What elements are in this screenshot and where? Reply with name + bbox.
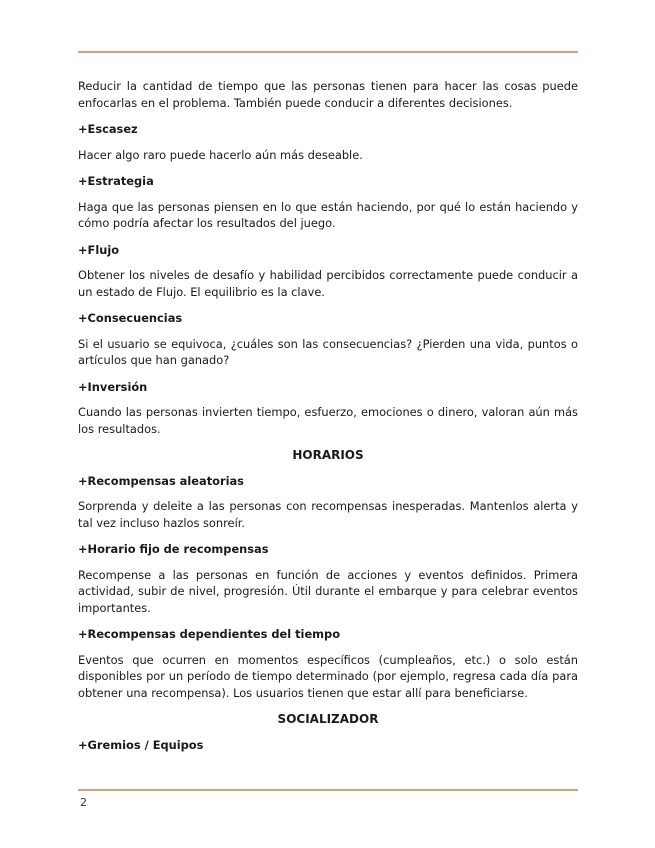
heading-escasez: +Escasez bbox=[78, 122, 138, 136]
paragraph: Sorprenda y deleite a las personas con recompensas inesperadas. Mantenlos alerta y tal vez incluso hazlos sonreír. bbox=[78, 499, 578, 530]
heading-inversion: +Inversión bbox=[78, 379, 148, 394]
paragraph: Cuando las personas invierten tiempo, esfuerzo, emociones o dinero, valoran aún más los resultados. bbox=[78, 405, 578, 436]
heading-estrategia: +Estrategia bbox=[78, 174, 154, 188]
paragraph: Reducir la cantidad de tiempo que las personas tienen para hacer las cosas puede enfocarlas en el problema. También puede conducir a diferentes decisiones. bbox=[78, 79, 578, 110]
footer-rule bbox=[78, 789, 578, 791]
section-title-socializador: SOCIALIZADOR bbox=[277, 712, 379, 726]
heading-recompensas-aleatorias: +Recompensas aleatorias bbox=[78, 473, 244, 488]
heading-consecuencias: +Consecuencias bbox=[78, 311, 183, 325]
paragraph: Eventos que ocurren en momentos específicos (cumpleaños, etc.) o solo están disponibles por un período de tiempo determinado (por ejemplo, regresa cada día para obtener una recompensa). Los usuarios tienen que estar allí para beneficiarse. bbox=[78, 652, 578, 700]
paragraph: Hacer algo raro puede hacerlo aún más deseable. bbox=[78, 147, 363, 162]
paragraph: Recompense a las personas en función de acciones y eventos definidos. Primera actividad, subir de nivel, progresión. Útil durante el embarque y para celebrar eventos importantes. bbox=[78, 567, 578, 615]
document-body bbox=[78, 78, 578, 762]
paragraph: Obtener los niveles de desafío y habilidad percibidos correctamente puede conducir a un estado de Flujo. El equilibrio es la clave. bbox=[78, 268, 578, 299]
heading-flujo: +Flujo bbox=[78, 242, 120, 257]
paragraph: Si el usuario se equivoca, ¿cuáles son las consecuencias? ¿Pierden una vida, puntos o artículos que han ganado? bbox=[78, 336, 578, 367]
header-rule bbox=[78, 51, 578, 53]
heading-horario-fijo: +Horario fijo de recompensas bbox=[78, 542, 269, 556]
heading-recompensas-tiempo: +Recompensas dependientes del tiempo bbox=[78, 627, 341, 641]
paragraph: Haga que las personas piensen en lo que están haciendo, por qué lo están haciendo y cómo podría afectar los resultados del juego. bbox=[78, 199, 578, 230]
heading-gremios-equipos: +Gremios / Equipos bbox=[78, 737, 204, 752]
page-number: 2 bbox=[80, 796, 87, 809]
section-title-horarios: HORARIOS bbox=[292, 448, 364, 462]
